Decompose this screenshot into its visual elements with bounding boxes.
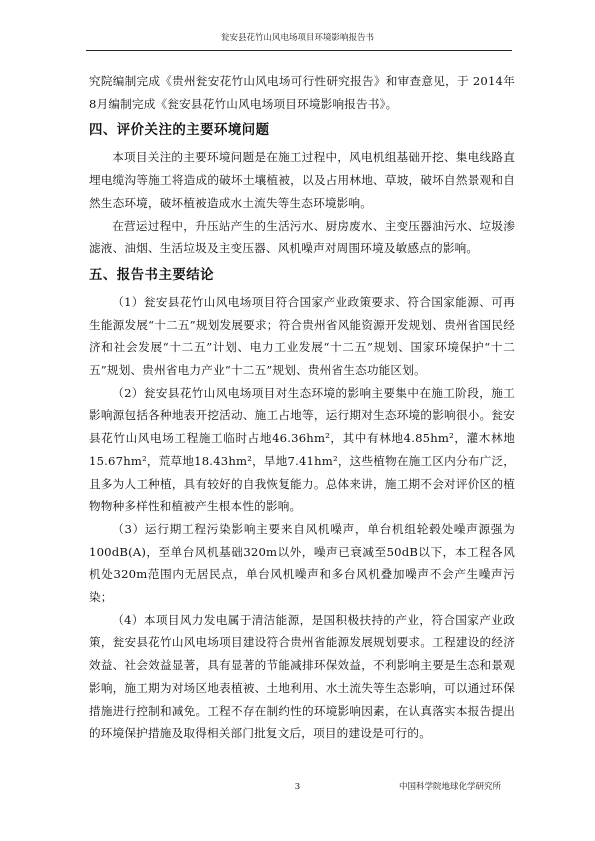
section-heading-environmental-issues: 四、评价关注的主要环境问题 [89, 123, 270, 139]
section-heading-conclusions: 五、报告书主要结论 [89, 267, 215, 283]
page-body [89, 70, 515, 745]
running-header-title: 瓮安县花竹山风电场项目环境影响报告书 [220, 33, 374, 43]
conclusion-feasibility: （4）本项目风力发电属于清洁能源，是国积极扶持的产业，符合国家产业政策，瓮安县花竹山风电场项目建设符合贵州省能源发展规划要求。工程建设的经济效益、社会效益显著，具有显著的节能减排环保效益，不利影响主要是生态和景观影响，施工期为对场区地表植被、土地利用、水土流失等生态影响，可以通过环保措施进行控制和减免。工程不存在制约性的环境影响因素，在认真落实本报告提出的环境保护措施及取得相关部门批复文后，项目的建设是可行的。 [89, 612, 515, 741]
conclusion-noise-impact: （3）运行期工程污染影响主要来自风机噪声，单台机组轮毂处噪声源强为100dB(A)，至单台风机基础320m以外，噪声已衰减至50dB以下，本工程各风机处320m范围内无居民点，单台风机噪声和多台风机叠加噪声不会产生噪声污染； [89, 521, 515, 605]
paragraph-operation-issues: 在营运过程中，升压站产生的生活污水、厨房废水、主变压器油污水、垃圾渗滤液、油烟、生活垃圾及主变压器、风机噪声对周围环境及敏感点的影响。 [89, 218, 515, 256]
paragraph-construction-issues: 本项目关注的主要环境问题是在施工过程中，风电机组基础开挖、集电线路直埋电缆沟等施工将造成的破坏土壤植被，以及占用林地、草坡，破坏自然景观和自然生态环境，破坏植被造成水土流失等生态环境影响。 [89, 150, 515, 210]
footer-organization: 中国科学院地球化学研究所 [398, 782, 501, 792]
page-number: 3 [294, 782, 301, 792]
header-divider [86, 50, 512, 51]
intro-paragraph: 究院编制完成《贵州瓮安花竹山风电场可行性研究报告》和审查意见，于 2014年8月编制完成《瓮安县花竹山风电场项目环境影响报告书》。 [89, 74, 515, 111]
conclusion-policy-compliance: （1）瓮安县花竹山风电场项目符合国家产业政策要求、符合国家能源、可再生能源发展“十二五”规划发展要求；符合贵州省风能资源开发规划、贵州省国民经济和社会发展“十二五”计划、电力工业发展“十二五”规划、国家环境保护“十二五”规划、贵州省电力产业“十二五”规划、贵州省生态功能区划。 [89, 294, 515, 378]
conclusion-ecological-impact: （2）瓮安县花竹山风电场项目对生态环境的影响主要集中在施工阶段，施工影响源包括各种地表开挖活动、施工占地等，运行期对生态环境的影响很小。瓮安县花竹山风电场工程施工临时占地46.36hm²，其中有林地4.85hm²，灌木林地15.67hm²，荒草地18.43hm²，旱地7.41hm²，这些植物在施工区内分布广泛，且多为人工种植，具有较好的自我恢复能力。总体来讲，施工期不会对评价区的植物物种多样性和植被产生根本性的影响。 [89, 385, 515, 514]
